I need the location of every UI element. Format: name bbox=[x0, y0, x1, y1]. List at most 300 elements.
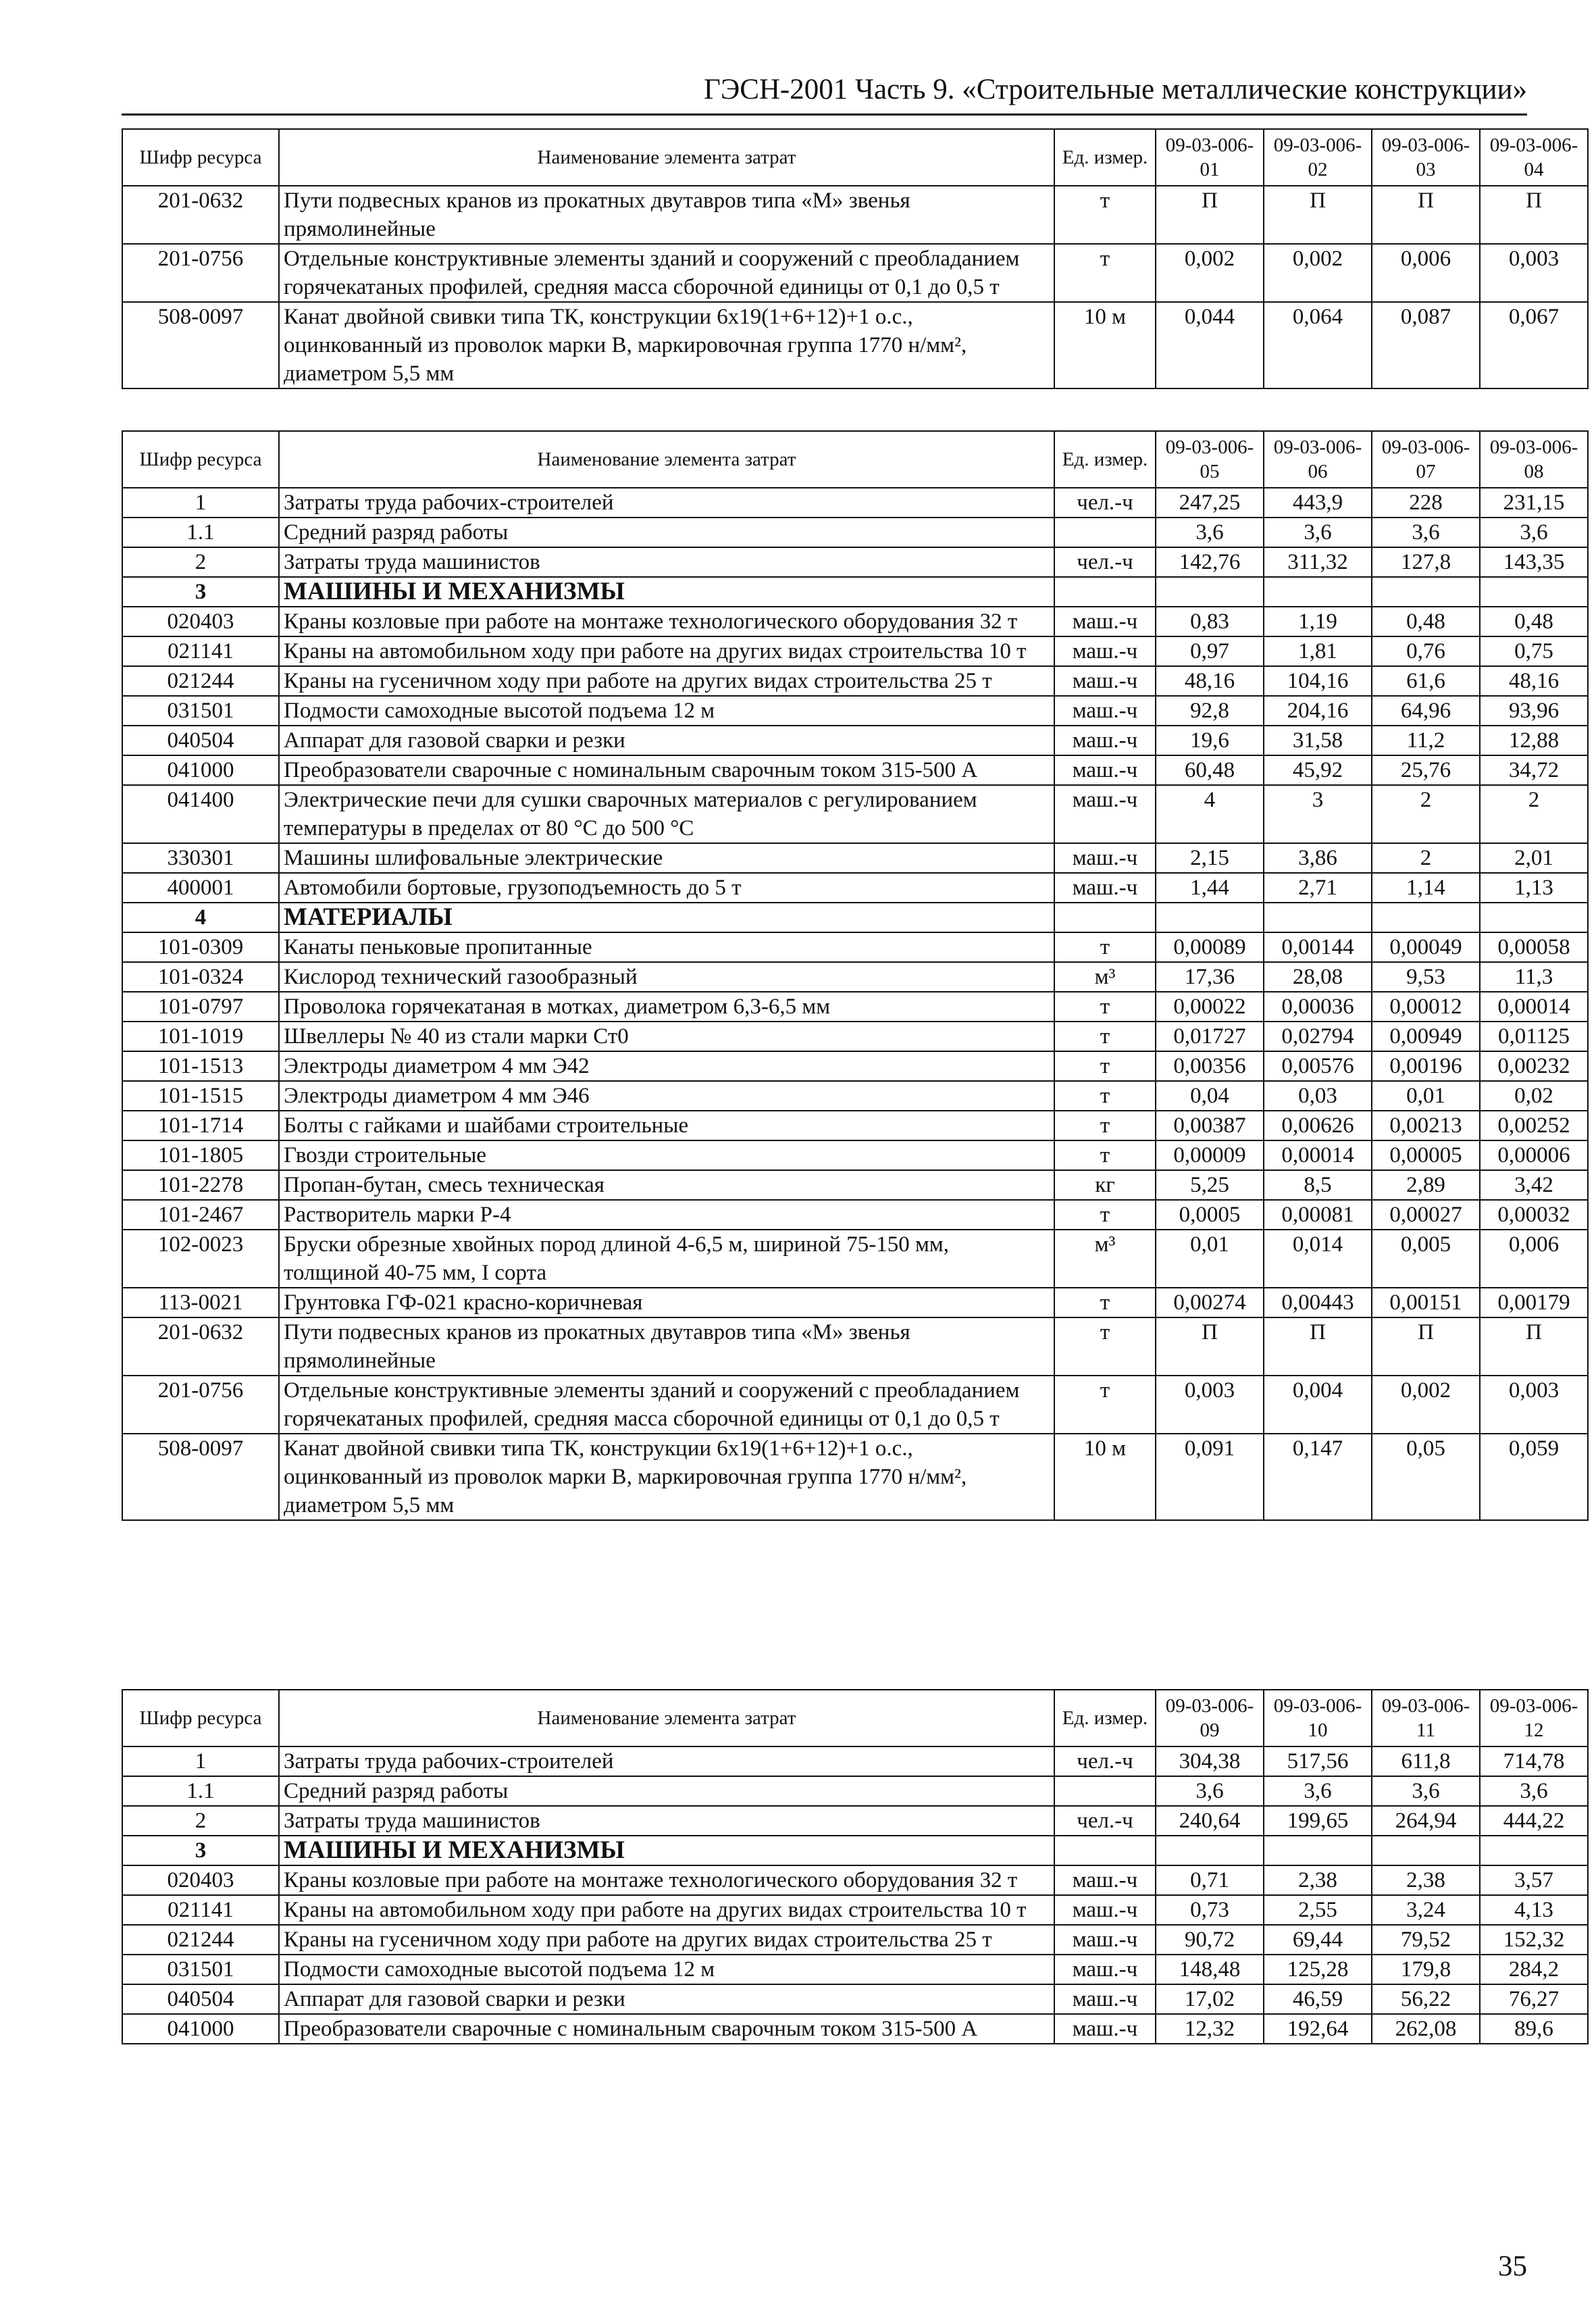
resource-code: 400001 bbox=[122, 873, 279, 903]
resource-value: 0,003 bbox=[1156, 1376, 1264, 1434]
resource-name: Подмости самоходные высотой подъема 12 м bbox=[279, 696, 1054, 726]
resource-unit: т bbox=[1054, 1022, 1156, 1051]
resource-value: 2 bbox=[1480, 785, 1588, 843]
resource-name: Канат двойной свивки типа ТК, конструкции 6х19(1+6+12)+1 о.с., оцинкованный из проволок марки В, маркировочная группа 1770 н/мм², диаметром 5,5 мм bbox=[279, 1434, 1054, 1520]
resource-value: 0,04 bbox=[1156, 1081, 1264, 1111]
resource-value: 517,56 bbox=[1264, 1746, 1372, 1776]
resource-value: 0,00081 bbox=[1264, 1200, 1372, 1230]
resource-code: 101-1513 bbox=[122, 1051, 279, 1081]
resource-value: 28,08 bbox=[1264, 962, 1372, 992]
resource-name: Кислород технический газообразный bbox=[279, 962, 1054, 992]
resource-value: 0,064 bbox=[1264, 302, 1372, 388]
resource-name: Канаты пеньковые пропитанные bbox=[279, 932, 1054, 962]
resource-unit: т bbox=[1054, 186, 1156, 244]
resource-code: 1.1 bbox=[122, 1776, 279, 1806]
table-row bbox=[122, 873, 1588, 903]
column-header-norm-code: 09-03-006-01 bbox=[1156, 129, 1264, 186]
column-header-norm-code: 09-03-006-05 bbox=[1156, 431, 1264, 488]
resource-value: 3 bbox=[1264, 785, 1372, 843]
resource-value: 45,92 bbox=[1264, 755, 1372, 785]
resource-value: 0,00626 bbox=[1264, 1111, 1372, 1140]
resource-value: 76,27 bbox=[1480, 1984, 1588, 2014]
resource-value: 48,16 bbox=[1480, 666, 1588, 696]
resource-value: 3,86 bbox=[1264, 843, 1372, 873]
table-row bbox=[122, 1434, 1588, 1520]
resource-code: 101-2467 bbox=[122, 1200, 279, 1230]
resource-value: 0,00949 bbox=[1372, 1022, 1480, 1051]
resource-value: 0,00036 bbox=[1264, 992, 1372, 1022]
resource-value: 0,00179 bbox=[1480, 1288, 1588, 1317]
resource-name: Электрические печи для сушки сварочных материалов с регулированием температуры в пределах от 80 °С до 500 °С bbox=[279, 785, 1054, 843]
resource-value: 714,78 bbox=[1480, 1746, 1588, 1776]
resource-code: 201-0632 bbox=[122, 1317, 279, 1376]
table-row bbox=[122, 1925, 1588, 1955]
resource-value: 0,00032 bbox=[1480, 1200, 1588, 1230]
resource-value bbox=[1156, 903, 1264, 932]
resource-value: 61,6 bbox=[1372, 666, 1480, 696]
resource-code: 3 bbox=[122, 1836, 279, 1865]
resource-table-3 bbox=[122, 1689, 1589, 2044]
resource-unit bbox=[1054, 577, 1156, 607]
resource-code: 508-0097 bbox=[122, 1434, 279, 1520]
resource-unit: чел.-ч bbox=[1054, 547, 1156, 577]
resource-value: 11,2 bbox=[1372, 726, 1480, 755]
section-row bbox=[122, 577, 1588, 607]
table-row bbox=[122, 785, 1588, 843]
page-number: 35 bbox=[1498, 2250, 1527, 2282]
resource-value: 0,002 bbox=[1264, 244, 1372, 302]
resource-name: Автомобили бортовые, грузоподъемность до 5 т bbox=[279, 873, 1054, 903]
resource-code: 101-0309 bbox=[122, 932, 279, 962]
resource-code: 1 bbox=[122, 1746, 279, 1776]
resource-value: 0,091 bbox=[1156, 1434, 1264, 1520]
resource-value: 0,48 bbox=[1480, 607, 1588, 636]
resource-name: Отдельные конструктивные элементы зданий и сооружений с преобладанием горячекатаных профилей, средняя масса сборочной единицы от 0,1 до 0,5 т bbox=[279, 1376, 1054, 1434]
resource-unit bbox=[1054, 1776, 1156, 1806]
resource-name: Электроды диаметром 4 мм Э42 bbox=[279, 1051, 1054, 1081]
resource-value: 79,52 bbox=[1372, 1925, 1480, 1955]
resource-unit: т bbox=[1054, 992, 1156, 1022]
resource-value: 444,22 bbox=[1480, 1806, 1588, 1836]
resource-unit: т bbox=[1054, 1081, 1156, 1111]
column-header-norm-code: 09-03-006-04 bbox=[1480, 129, 1588, 186]
resource-unit: чел.-ч bbox=[1054, 488, 1156, 518]
resource-value: 17,02 bbox=[1156, 1984, 1264, 2014]
resource-value: 0,00144 bbox=[1264, 932, 1372, 962]
resource-value: 0,147 bbox=[1264, 1434, 1372, 1520]
resource-value: 0,067 bbox=[1480, 302, 1588, 388]
table-row bbox=[122, 636, 1588, 666]
table-row bbox=[122, 843, 1588, 873]
resource-value: 0,03 bbox=[1264, 1081, 1372, 1111]
resource-value: 240,64 bbox=[1156, 1806, 1264, 1836]
table-row bbox=[122, 244, 1588, 302]
resource-name: Преобразователи сварочные с номинальным сварочным током 315-500 А bbox=[279, 2014, 1054, 2044]
resource-name: Машины шлифовальные электрические bbox=[279, 843, 1054, 873]
resource-value: 0,00049 bbox=[1372, 932, 1480, 962]
resource-value: 2 bbox=[1372, 843, 1480, 873]
resource-code: 021141 bbox=[122, 1895, 279, 1925]
column-header-name: Наименование элемента затрат bbox=[279, 129, 1054, 186]
resource-unit: т bbox=[1054, 1288, 1156, 1317]
table-row bbox=[122, 518, 1588, 547]
resource-name: Пропан-бутан, смесь техническая bbox=[279, 1170, 1054, 1200]
resource-value: 0,044 bbox=[1156, 302, 1264, 388]
resource-unit: чел.-ч bbox=[1054, 1806, 1156, 1836]
header-row bbox=[122, 1690, 1588, 1746]
resource-value: 0,00576 bbox=[1264, 1051, 1372, 1081]
resource-code: 3 bbox=[122, 577, 279, 607]
resource-value: 1,14 bbox=[1372, 873, 1480, 903]
resource-unit: маш.-ч bbox=[1054, 696, 1156, 726]
resource-value: 3,6 bbox=[1156, 1776, 1264, 1806]
resource-code: 101-0797 bbox=[122, 992, 279, 1022]
resource-value: 2,38 bbox=[1372, 1865, 1480, 1895]
resource-unit: маш.-ч bbox=[1054, 843, 1156, 873]
table-row bbox=[122, 992, 1588, 1022]
header-row bbox=[122, 431, 1588, 488]
resource-name: Затраты труда машинистов bbox=[279, 1806, 1054, 1836]
resource-value: 9,53 bbox=[1372, 962, 1480, 992]
table-row bbox=[122, 962, 1588, 992]
resource-value: 2,15 bbox=[1156, 843, 1264, 873]
table-row bbox=[122, 547, 1588, 577]
table-row bbox=[122, 755, 1588, 785]
resource-name: Затраты труда машинистов bbox=[279, 547, 1054, 577]
column-header-unit: Ед. измер. bbox=[1054, 129, 1156, 186]
resource-code: 040504 bbox=[122, 726, 279, 755]
resource-code: 1.1 bbox=[122, 518, 279, 547]
resource-value: 92,8 bbox=[1156, 696, 1264, 726]
resource-table-1 bbox=[122, 128, 1589, 389]
resource-code: 021141 bbox=[122, 636, 279, 666]
resource-value: 31,58 bbox=[1264, 726, 1372, 755]
resource-value: 179,8 bbox=[1372, 1955, 1480, 1984]
resource-value: П bbox=[1156, 1317, 1264, 1376]
resource-unit: 10 м bbox=[1054, 1434, 1156, 1520]
resource-value: 0,002 bbox=[1156, 244, 1264, 302]
resource-name: Грунтовка ГФ-021 красно-коричневая bbox=[279, 1288, 1054, 1317]
resource-unit bbox=[1054, 903, 1156, 932]
resource-value: 0,71 bbox=[1156, 1865, 1264, 1895]
resource-name: Гвозди строительные bbox=[279, 1140, 1054, 1170]
resource-value: 127,8 bbox=[1372, 547, 1480, 577]
resource-code: 040504 bbox=[122, 1984, 279, 2014]
resource-code: 101-2278 bbox=[122, 1170, 279, 1200]
resource-value: 192,64 bbox=[1264, 2014, 1372, 2044]
resource-value: П bbox=[1372, 186, 1480, 244]
resource-value: 0,004 bbox=[1264, 1376, 1372, 1434]
section-title: МАШИНЫ И МЕХАНИЗМЫ bbox=[279, 577, 1054, 607]
resource-code: 1 bbox=[122, 488, 279, 518]
column-header-norm-code: 09-03-006-11 bbox=[1372, 1690, 1480, 1746]
column-header-norm-code: 09-03-006-03 bbox=[1372, 129, 1480, 186]
resource-unit: 10 м bbox=[1054, 302, 1156, 388]
resource-value: 12,32 bbox=[1156, 2014, 1264, 2044]
resource-unit: чел.-ч bbox=[1054, 1746, 1156, 1776]
resource-value: 0,00196 bbox=[1372, 1051, 1480, 1081]
resource-value: 0,00009 bbox=[1156, 1140, 1264, 1170]
resource-value: 247,25 bbox=[1156, 488, 1264, 518]
resource-name: Электроды диаметром 4 мм Э46 bbox=[279, 1081, 1054, 1111]
resource-value: 0,01125 bbox=[1480, 1022, 1588, 1051]
section-title: МАТЕРИАЛЫ bbox=[279, 903, 1054, 932]
resource-value: 12,88 bbox=[1480, 726, 1588, 755]
resource-value: 0,00014 bbox=[1264, 1140, 1372, 1170]
resource-code: 031501 bbox=[122, 696, 279, 726]
table-row bbox=[122, 1955, 1588, 1984]
column-header-unit: Ед. измер. bbox=[1054, 431, 1156, 488]
table-row bbox=[122, 1140, 1588, 1170]
resource-value bbox=[1264, 1836, 1372, 1865]
resource-value: 0,00005 bbox=[1372, 1140, 1480, 1170]
resource-code: 021244 bbox=[122, 1925, 279, 1955]
resource-value: 264,94 bbox=[1372, 1806, 1480, 1836]
table-row bbox=[122, 666, 1588, 696]
table-row bbox=[122, 1170, 1588, 1200]
resource-value: 2,71 bbox=[1264, 873, 1372, 903]
resource-value: 48,16 bbox=[1156, 666, 1264, 696]
resource-value: 2,38 bbox=[1264, 1865, 1372, 1895]
resource-value: 1,13 bbox=[1480, 873, 1588, 903]
resource-value: 64,96 bbox=[1372, 696, 1480, 726]
header-row bbox=[122, 129, 1588, 186]
resource-value: 0,83 bbox=[1156, 607, 1264, 636]
resource-value: 3,6 bbox=[1156, 518, 1264, 547]
resource-value: 0,01 bbox=[1156, 1230, 1264, 1288]
section-row bbox=[122, 1836, 1588, 1865]
resource-code: 041400 bbox=[122, 785, 279, 843]
resource-name: Швеллеры № 40 из стали марки Ст0 bbox=[279, 1022, 1054, 1051]
resource-code: 4 bbox=[122, 903, 279, 932]
resource-name: Пути подвесных кранов из прокатных двутавров типа «М» звенья прямолинейные bbox=[279, 1317, 1054, 1376]
resource-unit: маш.-ч bbox=[1054, 2014, 1156, 2044]
resource-unit: т bbox=[1054, 932, 1156, 962]
section-title: МАШИНЫ И МЕХАНИЗМЫ bbox=[279, 1836, 1054, 1865]
resource-value: 0,97 bbox=[1156, 636, 1264, 666]
resource-value: 284,2 bbox=[1480, 1955, 1588, 1984]
resource-value: 1,19 bbox=[1264, 607, 1372, 636]
resource-value: П bbox=[1480, 1317, 1588, 1376]
resource-value: 90,72 bbox=[1156, 1925, 1264, 1955]
resource-value: 0,003 bbox=[1480, 1376, 1588, 1434]
resource-value: 0,00387 bbox=[1156, 1111, 1264, 1140]
resource-value: 0,00022 bbox=[1156, 992, 1264, 1022]
resource-code: 101-0324 bbox=[122, 962, 279, 992]
table-row bbox=[122, 1865, 1588, 1895]
resource-value: 60,48 bbox=[1156, 755, 1264, 785]
resource-value: П bbox=[1156, 186, 1264, 244]
resource-value: 0,00252 bbox=[1480, 1111, 1588, 1140]
resource-code: 101-1019 bbox=[122, 1022, 279, 1051]
resource-value: 0,02 bbox=[1480, 1081, 1588, 1111]
resource-value: 89,6 bbox=[1480, 2014, 1588, 2044]
table-row bbox=[122, 1111, 1588, 1140]
resource-value: 0,00274 bbox=[1156, 1288, 1264, 1317]
resource-value: 34,72 bbox=[1480, 755, 1588, 785]
resource-unit: т bbox=[1054, 1051, 1156, 1081]
resource-value: 611,8 bbox=[1372, 1746, 1480, 1776]
resource-code: 330301 bbox=[122, 843, 279, 873]
resource-value: 5,25 bbox=[1156, 1170, 1264, 1200]
column-header-unit: Ед. измер. bbox=[1054, 1690, 1156, 1746]
resource-value: 0,75 bbox=[1480, 636, 1588, 666]
resource-unit: маш.-ч bbox=[1054, 607, 1156, 636]
resource-value: 1,44 bbox=[1156, 873, 1264, 903]
resource-value: 3,6 bbox=[1264, 1776, 1372, 1806]
resource-unit: т bbox=[1054, 244, 1156, 302]
table-row bbox=[122, 1984, 1588, 2014]
resource-value: 0,48 bbox=[1372, 607, 1480, 636]
resource-value: 0,00443 bbox=[1264, 1288, 1372, 1317]
resource-code: 201-0756 bbox=[122, 1376, 279, 1434]
table-row bbox=[122, 488, 1588, 518]
resource-value: 262,08 bbox=[1372, 2014, 1480, 2044]
resource-unit: т bbox=[1054, 1317, 1156, 1376]
resource-value: 0,00012 bbox=[1372, 992, 1480, 1022]
resource-value: 0,00151 bbox=[1372, 1288, 1480, 1317]
table-row bbox=[122, 726, 1588, 755]
resource-name: Проволока горячекатаная в мотках, диаметром 6,3-6,5 мм bbox=[279, 992, 1054, 1022]
resource-unit: маш.-ч bbox=[1054, 636, 1156, 666]
resource-value bbox=[1156, 577, 1264, 607]
resource-name: Краны на автомобильном ходу при работе на других видах строительства 10 т bbox=[279, 636, 1054, 666]
resource-unit: маш.-ч bbox=[1054, 873, 1156, 903]
section-row bbox=[122, 903, 1588, 932]
resource-value: 125,28 bbox=[1264, 1955, 1372, 1984]
resource-value: 104,16 bbox=[1264, 666, 1372, 696]
resource-unit: маш.-ч bbox=[1054, 1895, 1156, 1925]
resource-unit: маш.-ч bbox=[1054, 726, 1156, 755]
resource-value: 46,59 bbox=[1264, 1984, 1372, 2014]
resource-value: 4,13 bbox=[1480, 1895, 1588, 1925]
resource-value: 93,96 bbox=[1480, 696, 1588, 726]
resource-value: 3,6 bbox=[1264, 518, 1372, 547]
resource-value: 199,65 bbox=[1264, 1806, 1372, 1836]
table-row bbox=[122, 1288, 1588, 1317]
resource-value: 0,00213 bbox=[1372, 1111, 1480, 1140]
resource-value: 304,38 bbox=[1156, 1746, 1264, 1776]
resource-name: Растворитель марки Р-4 bbox=[279, 1200, 1054, 1230]
resource-value: 231,15 bbox=[1480, 488, 1588, 518]
resource-code: 101-1805 bbox=[122, 1140, 279, 1170]
column-header-norm-code: 09-03-006-12 bbox=[1480, 1690, 1588, 1746]
column-header-norm-code: 09-03-006-02 bbox=[1264, 129, 1372, 186]
column-header-name: Наименование элемента затрат bbox=[279, 431, 1054, 488]
column-header-name: Наименование элемента затрат bbox=[279, 1690, 1054, 1746]
resource-value: 311,32 bbox=[1264, 547, 1372, 577]
resource-name: Преобразователи сварочные с номинальным сварочным током 315-500 А bbox=[279, 755, 1054, 785]
resource-value: 2,55 bbox=[1264, 1895, 1372, 1925]
resource-unit: т bbox=[1054, 1376, 1156, 1434]
resource-value: 3,6 bbox=[1372, 1776, 1480, 1806]
resource-value: П bbox=[1264, 1317, 1372, 1376]
resource-value: 3,6 bbox=[1480, 518, 1588, 547]
resource-value: 0,006 bbox=[1480, 1230, 1588, 1288]
table-row bbox=[122, 1317, 1588, 1376]
resource-value: 0,00014 bbox=[1480, 992, 1588, 1022]
resource-value bbox=[1156, 1836, 1264, 1865]
resource-code: 020403 bbox=[122, 607, 279, 636]
resource-value: 3,57 bbox=[1480, 1865, 1588, 1895]
resource-code: 102-0023 bbox=[122, 1230, 279, 1288]
resource-name: Пути подвесных кранов из прокатных двутавров типа «М» звенья прямолинейные bbox=[279, 186, 1054, 244]
resource-value bbox=[1480, 1836, 1588, 1865]
table-row bbox=[122, 1776, 1588, 1806]
resource-value: 204,16 bbox=[1264, 696, 1372, 726]
resource-value bbox=[1264, 903, 1372, 932]
resource-value: 0,76 bbox=[1372, 636, 1480, 666]
resource-value: 3,6 bbox=[1372, 518, 1480, 547]
column-header-code: Шифр ресурса bbox=[122, 129, 279, 186]
table-row bbox=[122, 1895, 1588, 1925]
resource-name: Краны козловые при работе на монтаже технологического оборудования 32 т bbox=[279, 607, 1054, 636]
resource-unit: кг bbox=[1054, 1170, 1156, 1200]
table-row bbox=[122, 932, 1588, 962]
resource-value: 4 bbox=[1156, 785, 1264, 843]
resource-unit: маш.-ч bbox=[1054, 755, 1156, 785]
table-row bbox=[122, 1022, 1588, 1051]
resource-unit: м³ bbox=[1054, 1230, 1156, 1288]
resource-value: 0,0005 bbox=[1156, 1200, 1264, 1230]
resource-value: 0,73 bbox=[1156, 1895, 1264, 1925]
resource-unit: маш.-ч bbox=[1054, 1865, 1156, 1895]
resource-value: 2,01 bbox=[1480, 843, 1588, 873]
table-row bbox=[122, 1230, 1588, 1288]
resource-value: 0,00006 bbox=[1480, 1140, 1588, 1170]
table-row bbox=[122, 1200, 1588, 1230]
table-row bbox=[122, 302, 1588, 388]
table-row bbox=[122, 1746, 1588, 1776]
resource-name: Средний разряд работы bbox=[279, 1776, 1054, 1806]
column-header-norm-code: 09-03-006-09 bbox=[1156, 1690, 1264, 1746]
resource-unit: маш.-ч bbox=[1054, 1925, 1156, 1955]
resource-name: Затраты труда рабочих-строителей bbox=[279, 488, 1054, 518]
column-header-norm-code: 09-03-006-08 bbox=[1480, 431, 1588, 488]
table-row bbox=[122, 2014, 1588, 2044]
resource-code: 201-0632 bbox=[122, 186, 279, 244]
table-row bbox=[122, 607, 1588, 636]
resource-value: 25,76 bbox=[1372, 755, 1480, 785]
resource-unit: м³ bbox=[1054, 962, 1156, 992]
resource-value: 19,6 bbox=[1156, 726, 1264, 755]
resource-value: 2 bbox=[1372, 785, 1480, 843]
resource-name: Канат двойной свивки типа ТК, конструкции 6х19(1+6+12)+1 о.с., оцинкованный из проволок марки В, маркировочная группа 1770 н/мм², диаметром 5,5 мм bbox=[279, 302, 1054, 388]
resource-code: 113-0021 bbox=[122, 1288, 279, 1317]
resource-value bbox=[1480, 903, 1588, 932]
resource-value: 11,3 bbox=[1480, 962, 1588, 992]
resource-value: 0,00027 bbox=[1372, 1200, 1480, 1230]
resource-value: 17,36 bbox=[1156, 962, 1264, 992]
resource-value: 0,00058 bbox=[1480, 932, 1588, 962]
resource-name: Краны козловые при работе на монтаже технологического оборудования 32 т bbox=[279, 1865, 1054, 1895]
resource-code: 021244 bbox=[122, 666, 279, 696]
resource-value: 3,6 bbox=[1480, 1776, 1588, 1806]
column-header-norm-code: 09-03-006-10 bbox=[1264, 1690, 1372, 1746]
resource-value: 0,002 bbox=[1372, 1376, 1480, 1434]
resource-value: 0,05 bbox=[1372, 1434, 1480, 1520]
resource-code: 031501 bbox=[122, 1955, 279, 1984]
resource-code: 201-0756 bbox=[122, 244, 279, 302]
table-row bbox=[122, 1051, 1588, 1081]
resource-value bbox=[1372, 577, 1480, 607]
resource-unit: т bbox=[1054, 1200, 1156, 1230]
resource-value: 0,01 bbox=[1372, 1081, 1480, 1111]
resource-code: 101-1515 bbox=[122, 1081, 279, 1111]
column-header-norm-code: 09-03-006-06 bbox=[1264, 431, 1372, 488]
resource-code: 508-0097 bbox=[122, 302, 279, 388]
resource-value: 148,48 bbox=[1156, 1955, 1264, 1984]
